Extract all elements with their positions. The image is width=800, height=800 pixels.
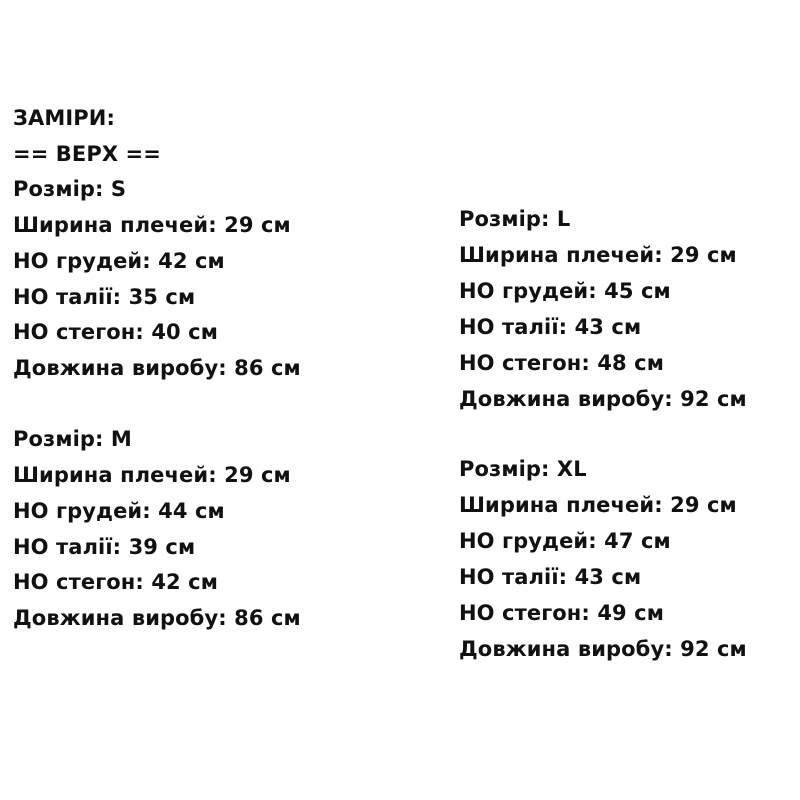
measurement-row: НО стегон: 42 см <box>13 570 218 594</box>
measurement-row: НО талії: 43 см <box>459 315 642 339</box>
measurement-row: НО талії: 39 см <box>13 535 196 559</box>
measurement-row: Довжина виробу: 92 см <box>459 387 747 411</box>
measurement-row: Ширина плечей: 29 см <box>459 493 737 517</box>
measurement-row: НО грудей: 47 см <box>459 529 671 553</box>
measurement-row: Ширина плечей: 29 см <box>459 243 737 267</box>
measurement-row: НО стегон: 48 см <box>459 351 664 375</box>
size-label: Розмір: XL <box>459 457 587 481</box>
measurement-row: Ширина плечей: 29 см <box>13 213 291 237</box>
measurement-row: НО грудей: 42 см <box>13 249 225 273</box>
measurement-row: НО стегон: 40 см <box>13 320 218 344</box>
measurement-row: НО талії: 35 см <box>13 285 196 309</box>
size-label: Розмір: S <box>13 177 127 201</box>
measurement-row: Довжина виробу: 86 см <box>13 606 301 630</box>
measurement-row: Довжина виробу: 86 см <box>13 356 301 380</box>
measurement-row: НО стегон: 49 см <box>459 601 664 625</box>
measurement-row: НО грудей: 44 см <box>13 499 225 523</box>
measurement-row: НО талії: 43 см <box>459 565 642 589</box>
size-label: Розмір: M <box>13 427 132 451</box>
measurement-row: НО грудей: 45 см <box>459 279 671 303</box>
section-heading: == ВЕРХ == <box>13 142 161 166</box>
measurement-row: Довжина виробу: 92 см <box>459 637 747 661</box>
measurement-row: Ширина плечей: 29 см <box>13 463 291 487</box>
page-title: ЗАМІРИ: <box>13 106 115 130</box>
size-label: Розмір: L <box>459 207 571 231</box>
